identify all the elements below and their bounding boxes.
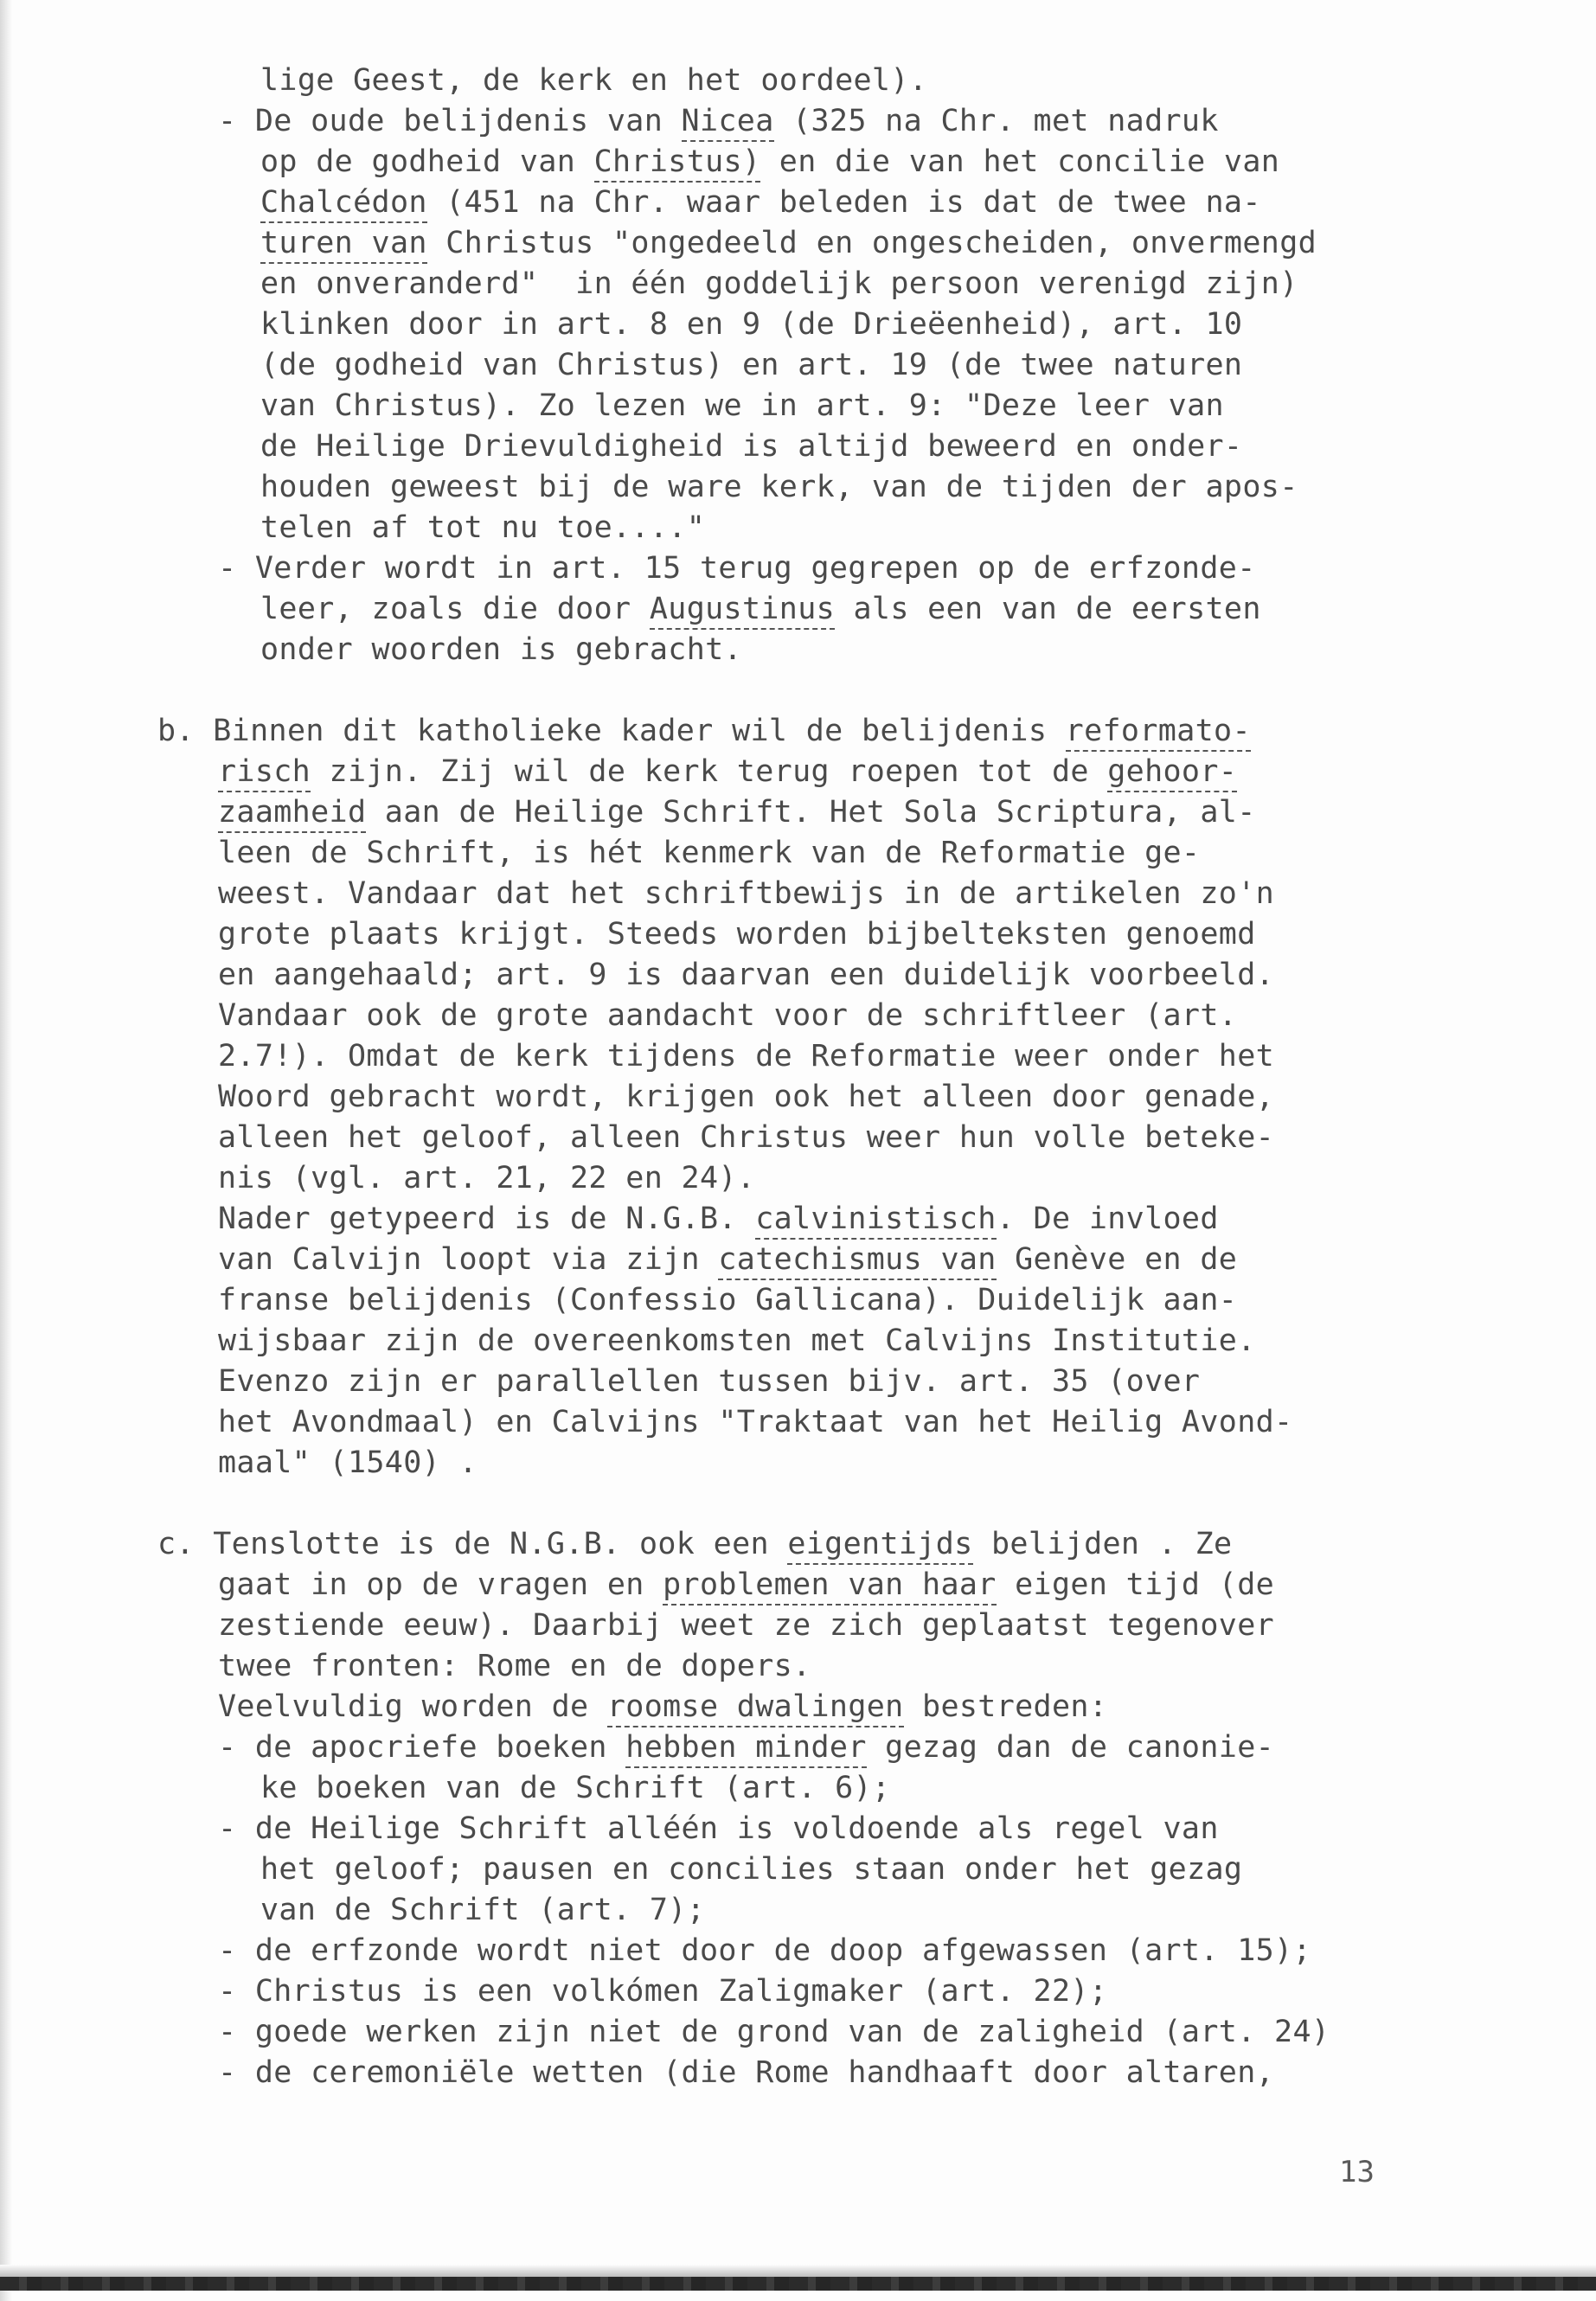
underlined-term: reformato- — [1066, 714, 1251, 752]
underlined-term: Chalcédon — [260, 185, 427, 223]
underlined-term: risch — [218, 754, 311, 792]
text-line — [218, 792, 1256, 833]
text-line — [260, 1849, 1242, 1890]
underlined-term: problemen van haar — [663, 1567, 997, 1606]
text-run: nis (vgl. art. 21, 22 en 24). — [218, 1161, 756, 1195]
text-line — [260, 304, 1242, 345]
text-run: van Calvijn loopt via zijn — [218, 1242, 719, 1277]
text-line — [260, 183, 1261, 223]
text-run: - de erfzonde wordt niet door de doop afgewassen (art. 15); — [218, 1933, 1311, 1968]
text-run: b. Binnen dit katholieke kader wil de belijdenis — [157, 714, 1066, 748]
text-run: zestiende eeuw). Daarbij weet ze zich geplaatst tegenover — [218, 1608, 1275, 1643]
text-line — [260, 264, 1298, 304]
text-run: onder woorden is gebracht. — [260, 632, 742, 667]
text-run: het geloof; pausen en concilies staan onder het gezag — [260, 1852, 1243, 1887]
text-line — [218, 1280, 1237, 1321]
underlined-term: zaamheid — [218, 795, 366, 833]
underlined-term: Christus) — [594, 144, 761, 183]
text-line — [260, 386, 1224, 426]
underlined-term: hebben minder — [625, 1730, 866, 1768]
text-run: Evenzo zijn er parallellen tussen bijv. art. 35 (over — [218, 1364, 1201, 1399]
text-line — [218, 101, 1219, 142]
text-run: franse belijdenis (Confessio Gallicana). Duidelijk aan- — [218, 1283, 1238, 1317]
text-line — [218, 1362, 1200, 1402]
text-line — [260, 589, 1261, 630]
text-line — [260, 142, 1279, 183]
text-run: telen af tot nu toe...." — [260, 510, 706, 545]
text-line — [260, 1890, 705, 1931]
text-run: Genève en de — [996, 1242, 1238, 1277]
underlined-term: eigentijds — [787, 1527, 972, 1565]
text-run: eigen tijd (de — [996, 1567, 1275, 1602]
text-line — [218, 1118, 1274, 1158]
text-run: Christus "ongedeeld en ongescheiden, onvermengd — [426, 226, 1317, 260]
text-run: klinken door in art. 8 en 9 (de Drieëenheid), art. 10 — [260, 307, 1243, 342]
text-run: de Heilige Drievuldigheid is altijd beweerd en onder- — [260, 429, 1243, 464]
text-run: en onveranderd" in één goddelijk persoon verenigd zijn) — [260, 266, 1298, 301]
text-run: (de godheid van Christus) en art. 19 (de twee naturen — [260, 348, 1243, 382]
text-line — [260, 426, 1242, 467]
text-line — [218, 2053, 1274, 2093]
text-line — [157, 711, 1251, 752]
text-line — [218, 1809, 1219, 1849]
text-run: belijden . Ze — [972, 1527, 1233, 1561]
text-line — [218, 2012, 1330, 2053]
text-run: van de Schrift (art. 7); — [260, 1893, 706, 1927]
text-run: weest. Vandaar dat het schriftbewijs in de artikelen zo'n — [218, 876, 1275, 911]
text-line — [218, 1199, 1219, 1240]
text-line — [218, 1606, 1274, 1646]
text-run: ke boeken van de Schrift (art. 6); — [260, 1771, 891, 1805]
text-line — [218, 914, 1256, 955]
text-line — [260, 223, 1317, 264]
text-run: . De invloed — [996, 1202, 1219, 1236]
text-run: twee fronten: Rome en de dopers. — [218, 1649, 811, 1683]
text-run: leer, zoals die door — [260, 592, 650, 626]
text-run: (325 na Chr. met nadruk — [773, 104, 1219, 138]
text-run: (451 na Chr. waar beleden is dat de twee na- — [426, 185, 1261, 220]
page-number: 13 — [1339, 2155, 1375, 2189]
underlined-term: catechismus van — [718, 1242, 996, 1280]
text-run: maal" (1540) . — [218, 1445, 478, 1480]
text-run: houden geweest bij de ware kerk, van de tijden der apos- — [260, 470, 1298, 504]
text-run: als een van de eersten — [835, 592, 1261, 626]
text-line — [218, 833, 1200, 874]
underlined-term: gehoor- — [1107, 754, 1237, 792]
text-run: Nader getypeerd is de N.G.B. — [218, 1202, 756, 1236]
text-run: Woord gebracht wordt, krijgen ook het alleen door genade, — [218, 1080, 1275, 1114]
text-line — [218, 874, 1274, 914]
text-run: op de godheid van — [260, 144, 594, 179]
text-line — [218, 1240, 1237, 1280]
text-line — [218, 1646, 811, 1687]
text-run: leen de Schrift, is hét kenmerk van de Reformatie ge- — [218, 836, 1201, 870]
text-run: alleen het geloof, alleen Christus weer hun volle beteke- — [218, 1120, 1275, 1155]
text-run: grote plaats krijgt. Steeds worden bijbelteksten genoemd — [218, 917, 1256, 952]
text-run: wijsbaar zijn de overeenkomsten met Calvijns Institutie. — [218, 1324, 1256, 1358]
text-run: Veelvuldig worden de — [218, 1689, 607, 1724]
text-line — [157, 1524, 1232, 1565]
text-run: en aangehaald; art. 9 is daarvan een duidelijk voorbeeld. — [218, 958, 1275, 992]
text-line — [218, 548, 1256, 589]
text-line — [260, 61, 927, 101]
text-line — [218, 1402, 1292, 1443]
text-run: en die van het concilie van — [760, 144, 1280, 179]
text-line — [218, 996, 1237, 1036]
text-line — [260, 1768, 890, 1809]
underlined-term: Augustinus — [650, 592, 835, 630]
underlined-term: calvinistisch — [755, 1202, 996, 1240]
text-run: bestreden: — [903, 1689, 1108, 1724]
text-run: - Christus is een volkómen Zaligmaker (art. 22); — [218, 1974, 1108, 2009]
text-line — [260, 467, 1298, 508]
text-run: gezag dan de canonie- — [866, 1730, 1275, 1765]
text-run: - de ceremoniële wetten (die Rome handhaaft door altaren, — [218, 2055, 1275, 2090]
text-run: 2.7!). Omdat de kerk tijdens de Reformatie weer onder het — [218, 1039, 1275, 1074]
text-line — [260, 508, 705, 548]
text-run: - de apocriefe boeken — [218, 1730, 626, 1765]
text-line — [218, 1931, 1311, 1971]
underlined-term: Nicea — [682, 104, 774, 142]
scan-edge-left — [0, 0, 12, 2301]
text-line — [218, 1971, 1107, 2012]
text-line — [218, 1036, 1274, 1077]
underlined-term: roomse dwalingen — [607, 1689, 904, 1727]
text-line — [218, 955, 1274, 996]
text-run: Vandaar ook de grote aandacht voor de schriftleer (art. — [218, 998, 1238, 1033]
text-run: gaat in op de vragen en — [218, 1567, 663, 1602]
text-run: - goede werken zijn niet de grond van de zaligheid (art. 24) — [218, 2015, 1330, 2049]
text-line — [260, 345, 1242, 386]
scan-border-bottom — [0, 2277, 1596, 2291]
text-line — [218, 752, 1237, 792]
text-line — [218, 1687, 1107, 1727]
text-line — [218, 1077, 1274, 1118]
text-run: aan de Heilige Schrift. Het Sola Scriptura, al- — [366, 795, 1256, 830]
underlined-term: turen van — [260, 226, 427, 264]
text-line — [260, 630, 742, 670]
text-run: - de Heilige Schrift alléén is voldoende als regel van — [218, 1811, 1219, 1846]
text-run: zijn. Zij wil de kerk terug roepen tot de — [311, 754, 1108, 789]
text-run: van Christus). Zo lezen we in art. 9: "Deze leer van — [260, 388, 1224, 423]
text-run: het Avondmaal) en Calvijns "Traktaat van het Heilig Avond- — [218, 1405, 1293, 1439]
text-run: - Verder wordt in art. 15 terug gegrepen op de erfzonde- — [218, 551, 1256, 586]
text-run: c. Tenslotte is de N.G.B. ook een — [157, 1527, 788, 1561]
text-line — [218, 1727, 1274, 1768]
text-run: - De oude belijdenis van — [218, 104, 682, 138]
text-run: lige Geest, de kerk en het oordeel). — [260, 63, 928, 98]
text-line — [218, 1158, 755, 1199]
text-line — [218, 1443, 478, 1484]
text-line — [218, 1321, 1256, 1362]
text-line — [218, 1565, 1274, 1606]
scan-edge-bottom — [0, 2265, 1596, 2277]
